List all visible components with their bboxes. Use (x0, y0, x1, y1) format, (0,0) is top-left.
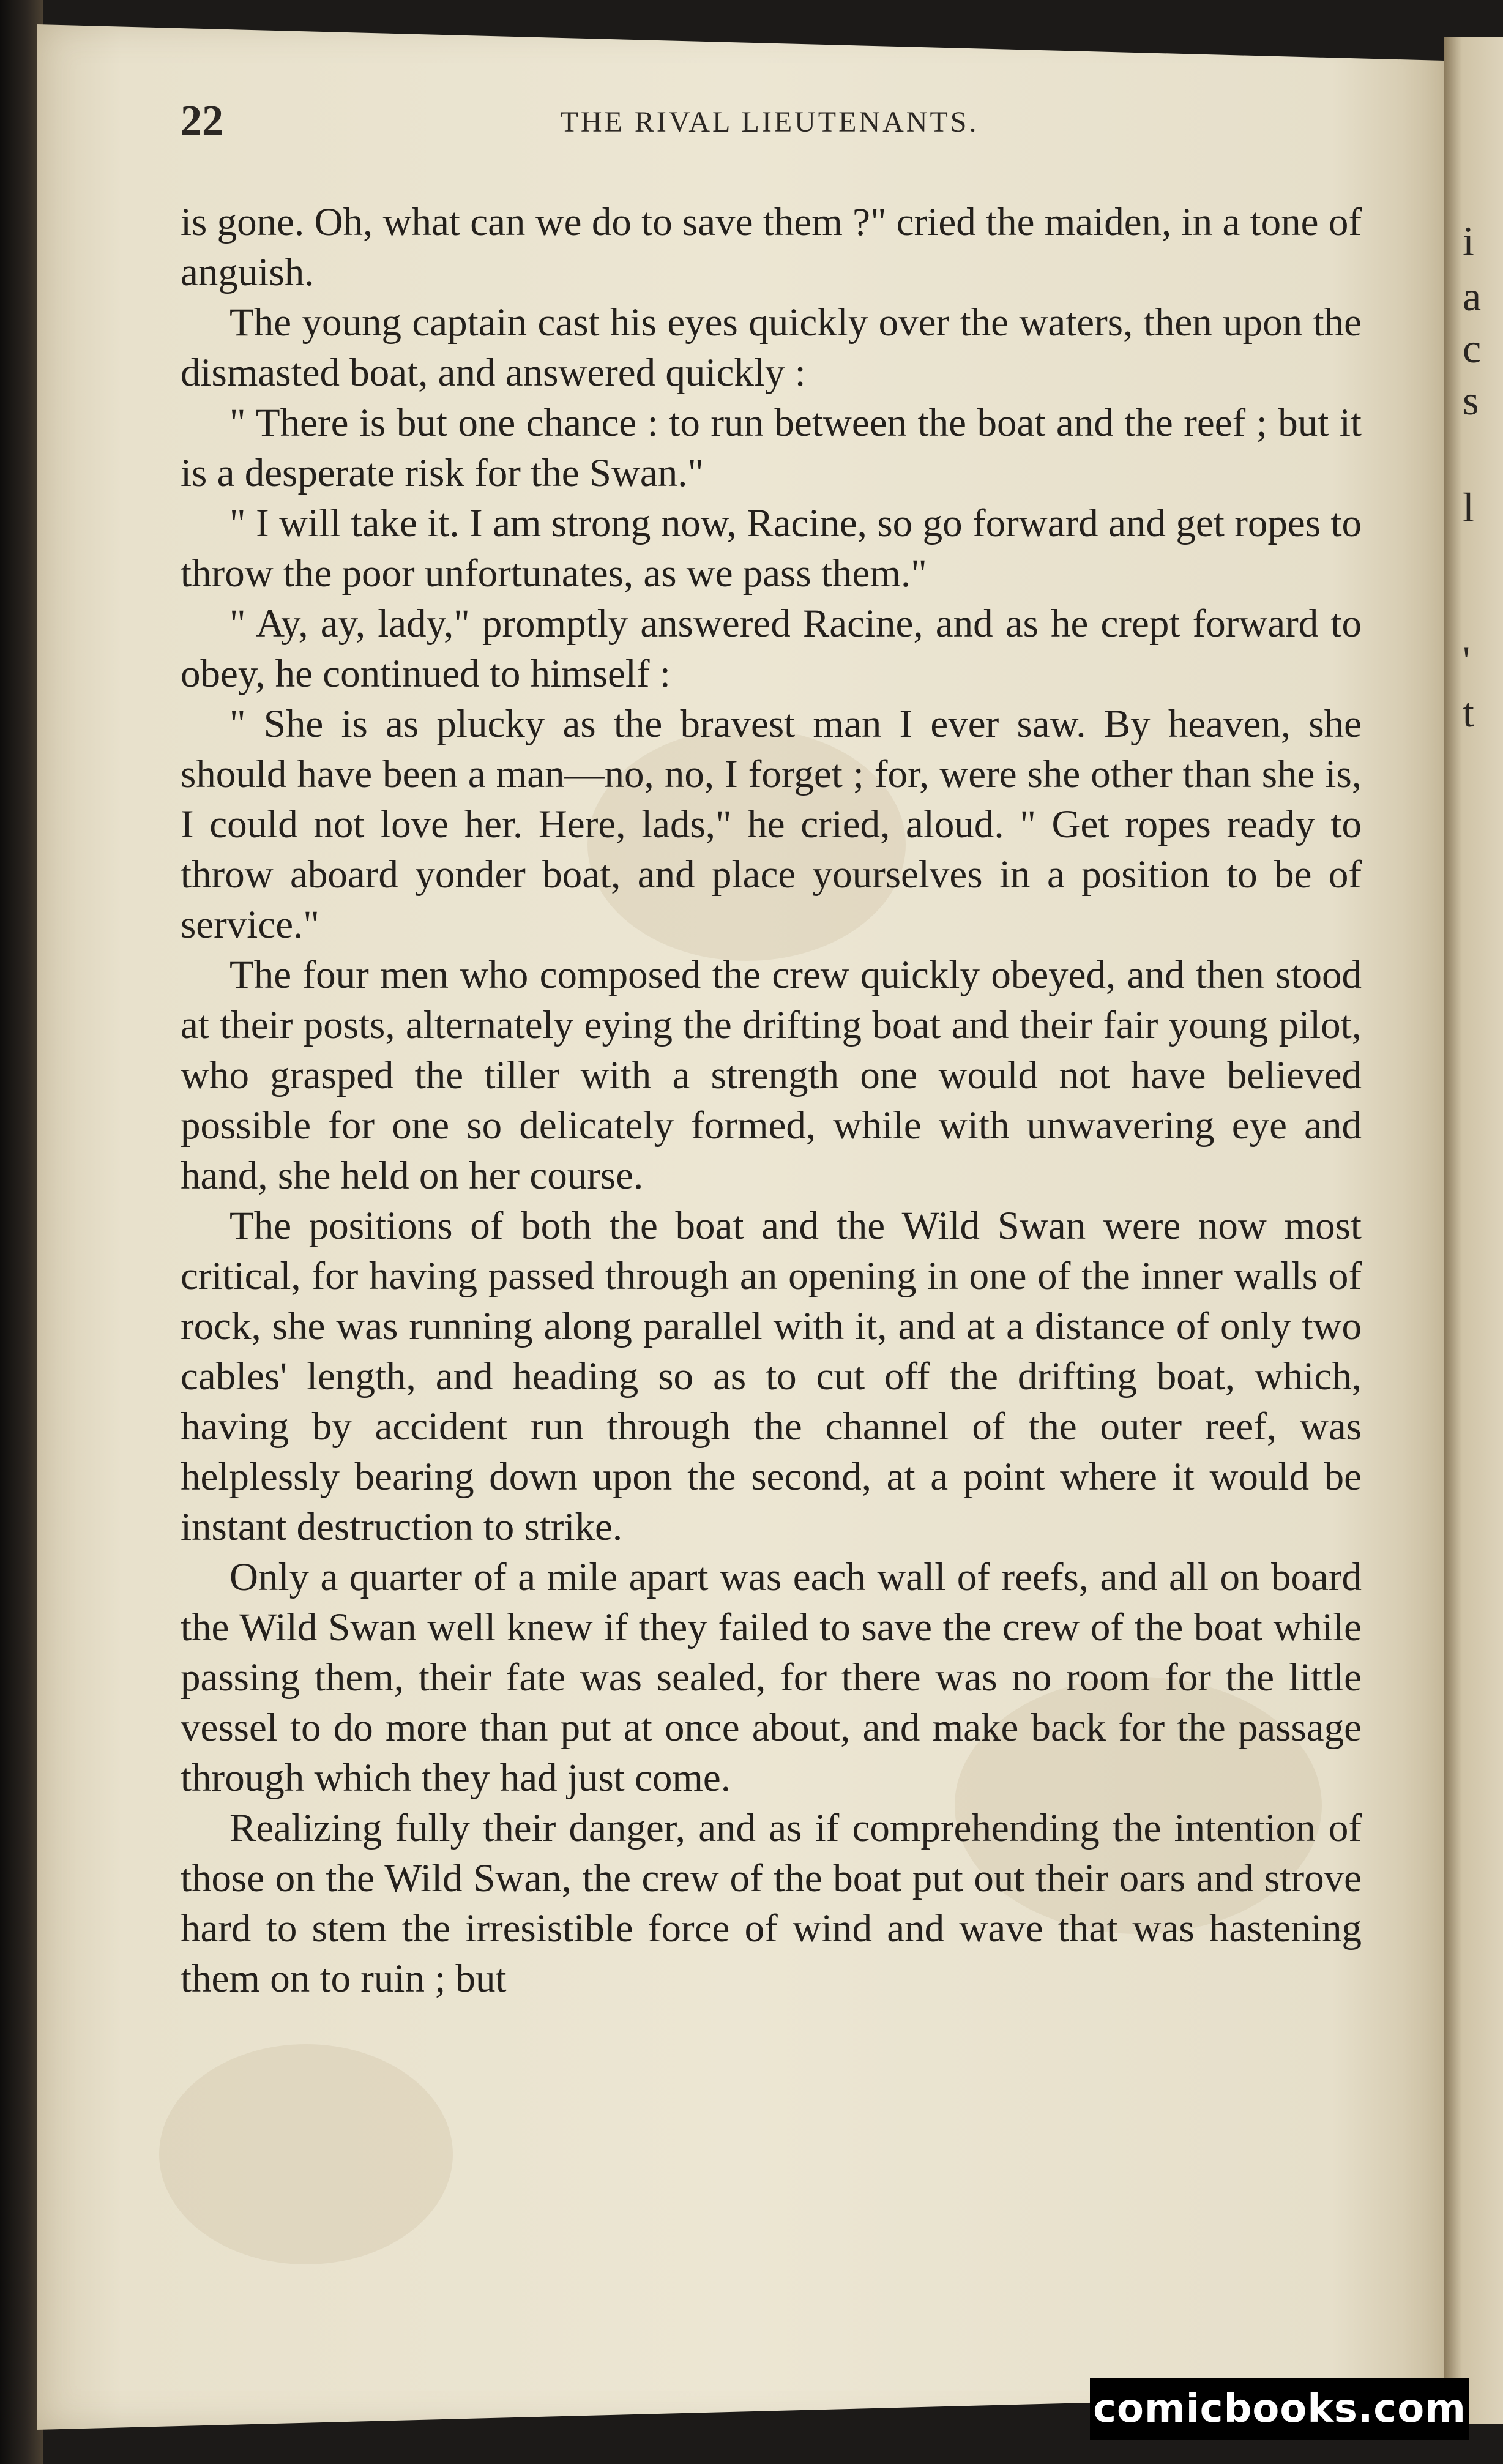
book-binding (0, 0, 43, 2464)
adjacent-page-edge (1444, 37, 1503, 2424)
site-watermark: comicbooks.com (1090, 2378, 1469, 2440)
paragraph: " Ay, ay, lady," promptly answered Racine, and as he crept forward to obey, he continued to himself : (181, 602, 1362, 696)
paragraph: Realizing fully their danger, and as if comprehending the intention of those on the Wild Swan, the crew of the boat put out their oars and strove hard to stem the irresistible force of wind and wave that was hastening them on to ruin ; but (181, 1806, 1362, 2001)
page-number: 22 (181, 97, 223, 144)
paragraph: " I will take it. I am strong now, Racine, so go forward and get ropes to throw the poor unfortunates, as we pass them." (181, 501, 1362, 595)
paragraph: is gone. Oh, what can we do to save them ?" cried the maiden, in a tone of anguish. (181, 200, 1362, 294)
adjacent-page-fragment: s (1463, 377, 1479, 424)
adjacent-page-fragment: i (1463, 218, 1474, 264)
adjacent-page-fragment: a (1463, 273, 1482, 319)
paragraph: The four men who composed the crew quickly obeyed, and then stood at their posts, alternately eying the drifting boat and their fair young pilot, who grasped the tiller with a strength one would not have believed possible for one so delicately formed, while with unwavering eye and hand, she held on her course. (181, 953, 1362, 1198)
adjacent-page-fragment: c (1463, 325, 1482, 371)
paragraph: " There is but one chance : to run between the boat and the reef ; but it is a desperate risk for the Swan." (181, 401, 1362, 495)
body-text (181, 197, 1362, 2004)
paragraph: " She is as plucky as the bravest man I ever saw. By heaven, she should have been a man—no, no, I forget ; for, were she other than she is, I could not love her. Here, lads," he cried, aloud. " Get ropes ready to throw aboard yonder boat, and place yourselves in a position to be of service." (181, 702, 1362, 947)
running-title: THE RIVAL LIEUTENANTS. (560, 106, 979, 138)
paragraph: The positions of both the boat and the Wild Swan were now most critical, for having passed through an opening in one of the inner walls of rock, she was running along parallel with it, and at a distance of only two cables' length, and heading so as to cut off the drifting boat, which, having by accident run through the channel of the outer reef, was helplessly bearing down upon the second, at a point where it would be instant destruction to strike. (181, 1204, 1362, 1549)
running-head (181, 97, 1359, 152)
paragraph: Only a quarter of a mile apart was each wall of reefs, and all on board the Wild Swan well knew if they failed to save the crew of the boat while passing them, their fate was sealed, for there was no room for the little vessel to do more than put at once about, and make back for the passage through which they had just come. (181, 1555, 1362, 1800)
paper-stain (159, 2044, 453, 2264)
paragraph: The young captain cast his eyes quickly over the waters, then upon the dismasted boat, and answered quickly : (181, 301, 1362, 395)
adjacent-page-fragment: ' (1463, 637, 1471, 684)
adjacent-page-fragment: l (1463, 484, 1474, 531)
adjacent-page-fragment: t (1463, 689, 1474, 736)
